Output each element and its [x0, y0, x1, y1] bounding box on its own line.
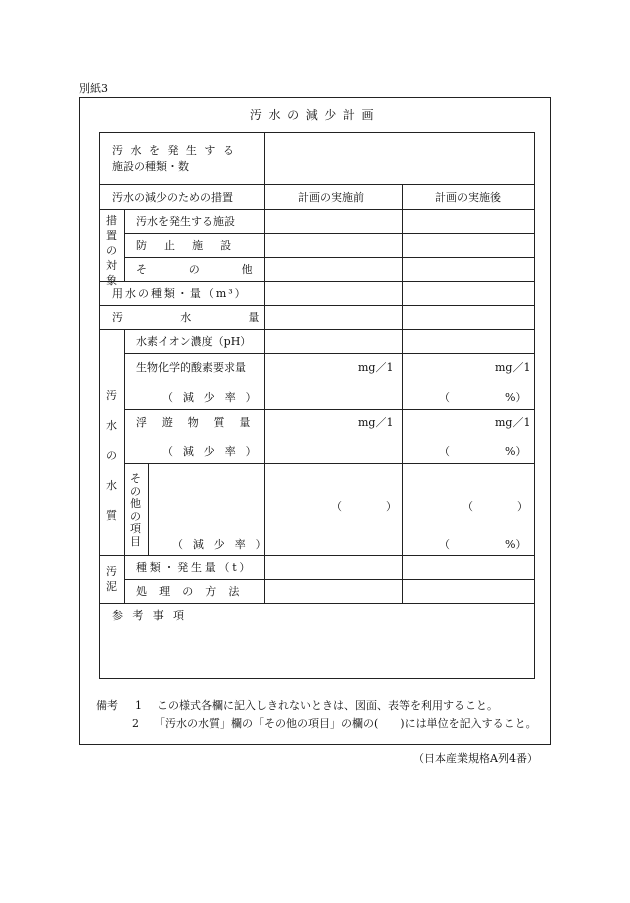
ss-label: 浮遊物質量	[136, 416, 266, 429]
row-divider	[124, 463, 534, 464]
other-after-percent: （ %）	[439, 538, 527, 551]
bod-before-unit: mg／1	[358, 361, 394, 374]
col-divider	[124, 329, 125, 603]
before-header: 計画の実施前	[298, 191, 364, 204]
sheet-label: 別紙3	[79, 82, 108, 95]
notes-heading: 備考	[96, 699, 118, 712]
water-type-label: 用水の種類・量（m³）	[112, 287, 248, 300]
sludge-method-label: 処理の方法	[136, 585, 252, 598]
notes	[96, 697, 537, 733]
sludge-group-label: 汚泥	[106, 565, 117, 593]
other-before-unit: （ ）	[331, 500, 397, 513]
col-divider	[402, 184, 403, 603]
row-divider	[124, 579, 534, 580]
bod-label: 生物化学的酸素要求量	[136, 361, 246, 374]
row-divider	[100, 184, 534, 185]
ss-after-unit: mg／1	[495, 416, 531, 429]
col-divider	[148, 463, 149, 555]
target-facility-label: 汚水を発生する施設	[136, 215, 235, 228]
after-header: 計画の実施後	[435, 191, 501, 204]
facility-text-1: 汚水を発生する	[112, 144, 242, 157]
row-divider	[100, 555, 534, 556]
sludge-type-label: 種類・発生量（t）	[136, 561, 254, 574]
ss-after-percent: （ %）	[439, 445, 527, 458]
other-reduction-label: （減少率）	[172, 538, 277, 551]
facility-label-line1	[112, 144, 254, 157]
note-2-number: 2	[132, 717, 139, 730]
measures-header: 汚水の減少のための措置	[112, 191, 233, 204]
col-divider	[124, 209, 125, 281]
row-divider	[100, 603, 534, 604]
ss-reduction-label: （減少率）	[162, 445, 267, 458]
quality-group-label: 汚水の水質	[106, 389, 117, 522]
note-2-text: 「汚水の水質」欄の「その他の項目」の欄の( )には単位を記入すること。	[154, 717, 537, 730]
row-divider	[100, 209, 534, 210]
note-1-text: この様式各欄に記入しきれないときは、図面、表等を利用すること。	[157, 699, 498, 712]
target-prevention-label: 防止施設	[136, 239, 249, 252]
row-divider	[124, 257, 534, 258]
paper-size-note: （日本産業規格A列4番）	[413, 752, 538, 765]
plan-table	[99, 132, 535, 679]
target-other-label: その他	[136, 263, 295, 276]
row-divider	[100, 305, 534, 306]
row-divider	[124, 353, 534, 354]
other-items-label: その他の項目	[130, 472, 141, 548]
bod-after-unit: mg／1	[495, 361, 531, 374]
bod-reduction-label: （減少率）	[162, 391, 267, 404]
ss-before-unit: mg／1	[358, 416, 394, 429]
ph-label: 水素イオン濃度（pH）	[136, 335, 252, 348]
form-title: 汚水の減少計画	[249, 108, 381, 122]
row-divider	[124, 409, 534, 410]
bod-after-percent: （ %）	[439, 391, 527, 404]
row-divider	[100, 329, 534, 330]
note-1-number: 1	[135, 699, 142, 712]
target-group-label: 措置の対象	[106, 214, 117, 287]
row-divider	[100, 281, 534, 282]
col-divider	[264, 133, 265, 184]
row-divider	[124, 233, 534, 234]
wastewater-amount-label: 汚水量	[112, 311, 317, 324]
reference-label: 参考事項	[112, 609, 194, 622]
facility-label-line2: 施設の種類・数	[112, 160, 189, 173]
other-after-unit: （ ）	[462, 500, 528, 513]
